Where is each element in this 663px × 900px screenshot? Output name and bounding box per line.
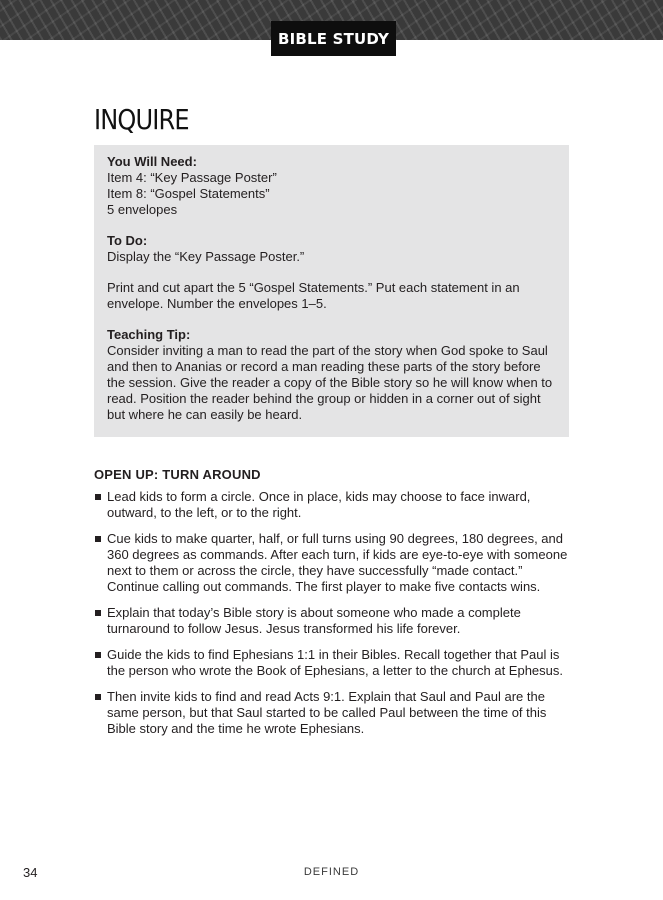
bullet-icon — [95, 536, 101, 542]
section-heading: OPEN UP: TURN AROUND — [94, 467, 261, 482]
supply-item: Item 4: “Key Passage Poster” — [107, 170, 277, 185]
page-title: INQUIRE — [94, 103, 189, 136]
page-number: 34 — [23, 865, 38, 880]
activity-bullet-list — [94, 489, 574, 747]
you-will-need-label: You Will Need: — [107, 154, 197, 169]
to-do-label: To Do: — [107, 233, 148, 248]
bullet-icon — [95, 610, 101, 616]
supply-item: 5 envelopes — [107, 202, 178, 217]
section-tab-label: BIBLE STUDY — [277, 29, 390, 48]
list-item: Explain that today’s Bible story is about someone who made a complete turnaround to follow Jesus. Jesus transformed his life forever. — [94, 605, 574, 637]
bullet-icon — [95, 494, 101, 500]
supply-item: Item 8: “Gospel Statements” — [107, 186, 270, 201]
bullet-icon — [95, 694, 101, 700]
to-do-line: Display the “Key Passage Poster.” — [107, 249, 305, 264]
list-item: Lead kids to form a circle. Once in place, kids may choose to face inward, outward, to the left, or to the right. — [94, 489, 574, 521]
list-item: Guide the kids to find Ephesians 1:1 in their Bibles. Recall together that Paul is the person who wrote the Book of Ephesians, a letter to the church at Ephesus. — [94, 647, 574, 679]
teaching-tip-text: Consider inviting a man to read the part of the story when God spoke to Saul and then to Ananias or record a man reading these parts of the story before the session. Give the reader a copy of the Bible story so he will know when to read. Position the reader behind the group or hidden in a corner out of sight but where he can easily be heard. — [107, 343, 553, 422]
to-do-line: Print and cut apart the 5 “Gospel Statements.” Put each statement in an envelope. Number the envelopes 1–5. — [107, 280, 520, 311]
info-box — [94, 145, 569, 437]
section-tab — [271, 21, 396, 56]
list-item: Cue kids to make quarter, half, or full turns using 90 degrees, 180 degrees, and 360 degrees as commands. After each turn, if kids are eye-to-eye with someone next to them or across the circle, they have successfully “made contact.” Continue calling out commands. The first player to make five contacts wins. — [94, 531, 574, 595]
teaching-tip-label: Teaching Tip: — [107, 327, 191, 342]
bullet-icon — [95, 652, 101, 658]
footer-title: DEFINED — [303, 866, 360, 878]
list-item: Then invite kids to find and read Acts 9:1. Explain that Saul and Paul are the same person, but that Saul started to be called Paul between the time of this Bible story and the time he wrote Ephesians. — [94, 689, 574, 737]
